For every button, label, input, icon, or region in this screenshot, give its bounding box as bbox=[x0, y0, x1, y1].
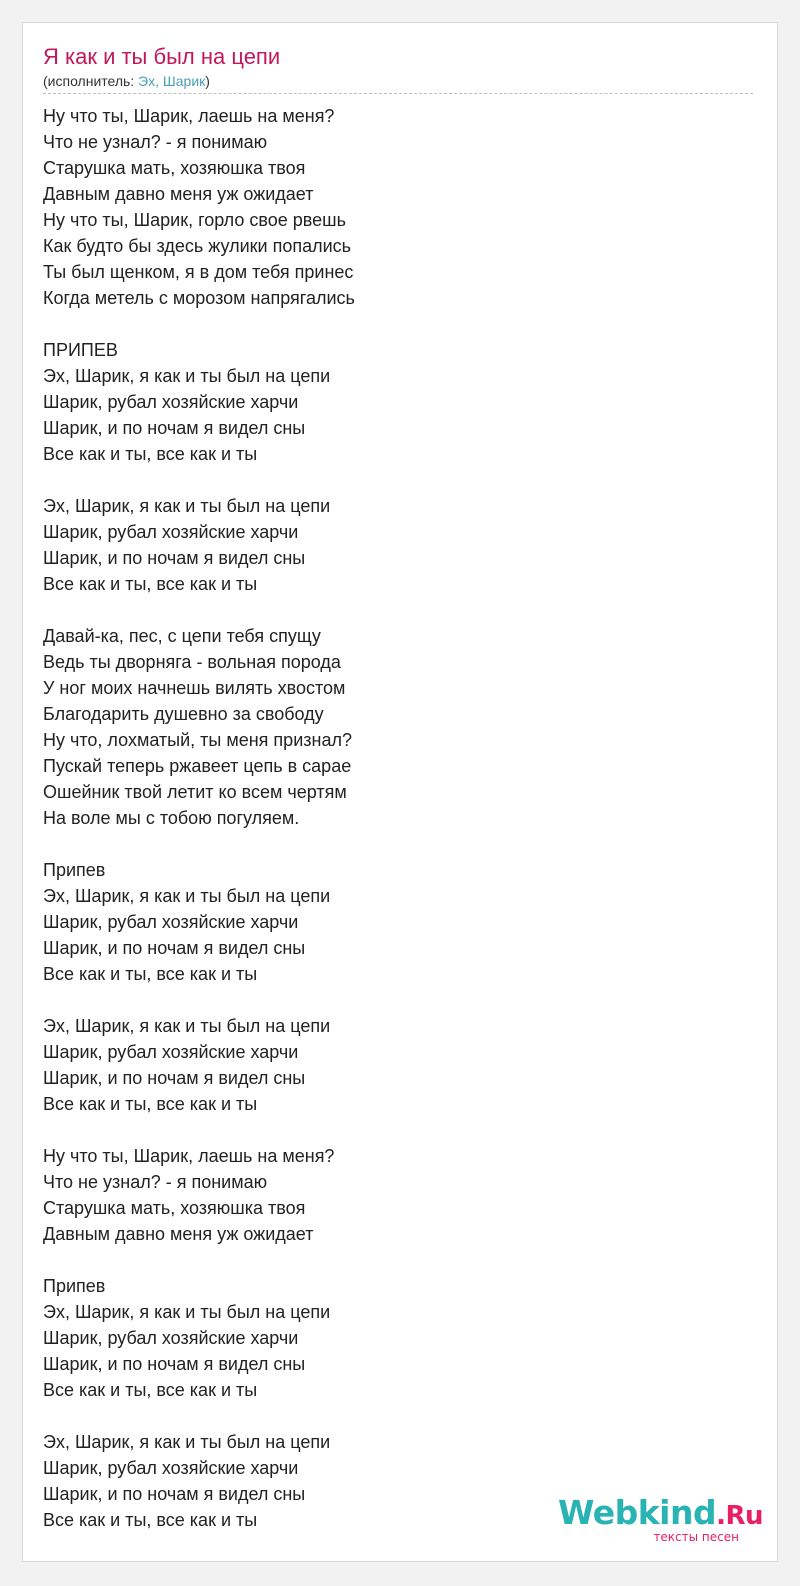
lyrics-line: Как будто бы здесь жулики попались bbox=[43, 236, 352, 256]
lyrics-line: Шарик, и по ночам я видел сны bbox=[43, 1484, 306, 1504]
lyrics-card bbox=[22, 22, 778, 1562]
lyrics-stanza bbox=[43, 1273, 743, 1403]
lyrics-line: Благодарить душевно за свободу bbox=[43, 704, 324, 724]
logo-wordmark bbox=[558, 1495, 763, 1534]
lyrics-line: Что не узнал? - я понимаю bbox=[43, 1172, 268, 1192]
lyrics-line: Шарик, рубал хозяйские харчи bbox=[43, 1458, 299, 1478]
logo-tagline: тексты песен bbox=[653, 1530, 739, 1544]
artist-suffix: ) bbox=[205, 73, 210, 89]
lyrics-line: Ну что, лохматый, ты меня признал? bbox=[43, 730, 352, 750]
lyrics-line: Что не узнал? - я понимаю bbox=[43, 132, 268, 152]
lyrics-line: Эх, Шарик, я как и ты был на цепи bbox=[43, 886, 331, 906]
lyrics-line: Все как и ты, все как и ты bbox=[43, 444, 258, 464]
lyrics-line: Шарик, и по ночам я видел сны bbox=[43, 418, 306, 438]
lyrics-stanza bbox=[43, 857, 743, 987]
lyrics-line: У ног моих начнешь вилять хвостом bbox=[43, 678, 346, 698]
lyrics-line: На воле мы с тобою погуляем. bbox=[43, 808, 300, 828]
lyrics-line: Шарик, рубал хозяйские харчи bbox=[43, 912, 299, 932]
lyrics-line: Эх, Шарик, я как и ты был на цепи bbox=[43, 1016, 331, 1036]
lyrics-line: Эх, Шарик, я как и ты был на цепи bbox=[43, 366, 331, 386]
lyrics-stanza bbox=[43, 1143, 743, 1247]
artist-prefix: (исполнитель: bbox=[43, 73, 139, 89]
lyrics-line: Шарик, рубал хозяйские харчи bbox=[43, 1328, 299, 1348]
site-logo[interactable] bbox=[558, 1495, 763, 1543]
lyrics-line: Давным давно меня уж ожидает bbox=[43, 1224, 314, 1244]
lyrics-line: Эх, Шарик, я как и ты был на цепи bbox=[43, 496, 331, 516]
lyrics-line: Шарик, и по ночам я видел сны bbox=[43, 1068, 306, 1088]
lyrics-line: Пускай теперь ржавеет цепь в сарае bbox=[43, 756, 352, 776]
lyrics-line: Ведь ты дворняга - вольная порода bbox=[43, 652, 341, 672]
song-title: Я как и ты был на цепи bbox=[43, 44, 281, 69]
lyrics-line: ПРИПЕВ bbox=[43, 340, 118, 360]
lyrics-line: Ну что ты, Шарик, лаешь на меня? bbox=[43, 106, 335, 126]
logo-name: Webkind bbox=[557, 1493, 717, 1532]
lyrics-line: Припев bbox=[43, 1276, 106, 1296]
lyrics-line: Все как и ты, все как и ты bbox=[43, 1380, 258, 1400]
lyrics-line: Ошейник твой летит ко всем чертям bbox=[43, 782, 347, 802]
lyrics-stanza bbox=[43, 337, 743, 467]
lyrics-line: Шарик, рубал хозяйские харчи bbox=[43, 1042, 299, 1062]
lyrics-line: Давным давно меня уж ожидает bbox=[43, 184, 314, 204]
lyrics-line: Все как и ты, все как и ты bbox=[43, 964, 258, 984]
lyrics-text bbox=[43, 103, 743, 1559]
title-divider bbox=[43, 93, 753, 94]
lyrics-line: Эх, Шарик, я как и ты был на цепи bbox=[43, 1302, 331, 1322]
lyrics-stanza bbox=[43, 103, 743, 311]
lyrics-line: Ну что ты, Шарик, лаешь на меня? bbox=[43, 1146, 335, 1166]
lyrics-line: Шарик, и по ночам я видел сны bbox=[43, 938, 306, 958]
artist-link[interactable]: Эх, Шарик bbox=[138, 73, 206, 89]
lyrics-line: Давай-ка, пес, с цепи тебя спущу bbox=[43, 626, 321, 646]
lyrics-line: Шарик, и по ночам я видел сны bbox=[43, 548, 306, 568]
lyrics-line: Шарик, рубал хозяйские харчи bbox=[43, 522, 299, 542]
artist-line bbox=[43, 72, 210, 90]
lyrics-line: Эх, Шарик, я как и ты был на цепи bbox=[43, 1432, 331, 1452]
lyrics-line: Когда метель с морозом напрягались bbox=[43, 288, 355, 308]
lyrics-line: Ты был щенком, я в дом тебя принес bbox=[43, 262, 354, 282]
lyrics-line: Старушка мать, хозяюшка твоя bbox=[43, 1198, 306, 1218]
logo-tld: .Ru bbox=[716, 1501, 763, 1531]
lyrics-line: Шарик, рубал хозяйские харчи bbox=[43, 392, 299, 412]
lyrics-stanza bbox=[43, 1013, 743, 1117]
lyrics-line: Шарик, и по ночам я видел сны bbox=[43, 1354, 306, 1374]
lyrics-line: Все как и ты, все как и ты bbox=[43, 1510, 258, 1530]
lyrics-line: Все как и ты, все как и ты bbox=[43, 574, 258, 594]
lyrics-line: Все как и ты, все как и ты bbox=[43, 1094, 258, 1114]
lyrics-line: Ну что ты, Шарик, горло свое рвешь bbox=[43, 210, 346, 230]
lyrics-stanza bbox=[43, 493, 743, 597]
lyrics-stanza bbox=[43, 623, 743, 831]
lyrics-line: Старушка мать, хозяюшка твоя bbox=[43, 158, 306, 178]
lyrics-line: Припев bbox=[43, 860, 106, 880]
